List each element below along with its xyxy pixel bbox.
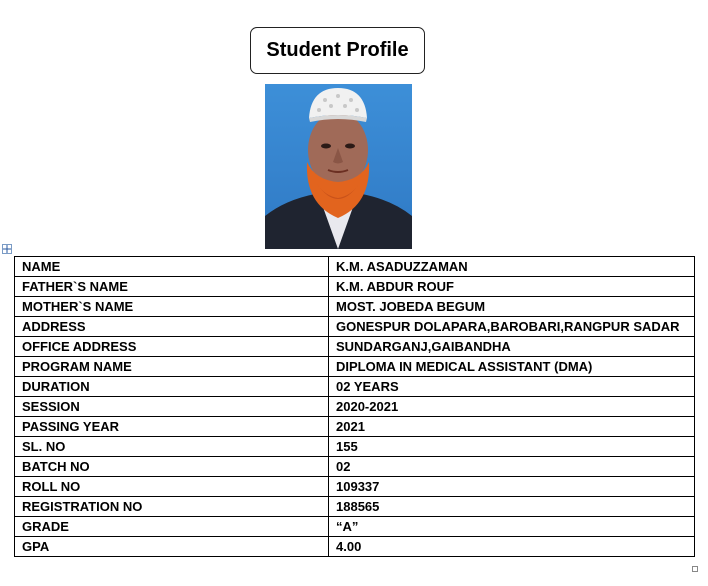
row-label: NAME [15,257,329,277]
row-value: DIPLOMA IN MEDICAL ASSISTANT (DMA) [329,357,695,377]
portrait-photo-icon [265,84,412,249]
table-row [15,377,695,397]
row-label: BATCH NO [15,457,329,477]
row-label: ROLL NO [15,477,329,497]
page-title [250,27,425,74]
table-row [15,437,695,457]
row-value: K.M. ASADUZZAMAN [329,257,695,277]
table-row [15,277,695,297]
row-value: 02 YEARS [329,377,695,397]
table-row [15,297,695,317]
table-row [15,397,695,417]
row-label: GRADE [15,517,329,537]
row-label: OFFICE ADDRESS [15,337,329,357]
row-label: GPA [15,537,329,557]
row-label: FATHER`S NAME [15,277,329,297]
move-arrows-icon [3,245,11,253]
table-row [15,457,695,477]
student-photo [265,84,412,249]
row-value: MOST. JOBEDA BEGUM [329,297,695,317]
row-label: DURATION [15,377,329,397]
row-value: 155 [329,437,695,457]
table-row [15,517,695,537]
row-value: K.M. ABDUR ROUF [329,277,695,297]
table-move-handle[interactable] [2,244,12,254]
row-label: SL. NO [15,437,329,457]
table-row [15,477,695,497]
row-label: MOTHER`S NAME [15,297,329,317]
table-row [15,317,695,337]
row-value: 188565 [329,497,695,517]
row-value: 4.00 [329,537,695,557]
table-row [15,257,695,277]
row-value: 02 [329,457,695,477]
table-resize-handle[interactable] [692,566,698,572]
profile-table [14,256,695,557]
row-value: 2020-2021 [329,397,695,417]
row-label: PROGRAM NAME [15,357,329,377]
table-row [15,497,695,517]
row-value: SUNDARGANJ,GAIBANDHA [329,337,695,357]
row-label: ADDRESS [15,317,329,337]
table-row [15,357,695,377]
row-value: 2021 [329,417,695,437]
row-label: PASSING YEAR [15,417,329,437]
page-title-text: Student Profile [266,39,409,61]
row-label: REGISTRATION NO [15,497,329,517]
row-value: 109337 [329,477,695,497]
table-row [15,537,695,557]
row-label: SESSION [15,397,329,417]
table-row [15,337,695,357]
row-value: “A” [329,517,695,537]
row-value: GONESPUR DOLAPARA,BAROBARI,RANGPUR SADAR [329,317,695,337]
table-row [15,417,695,437]
